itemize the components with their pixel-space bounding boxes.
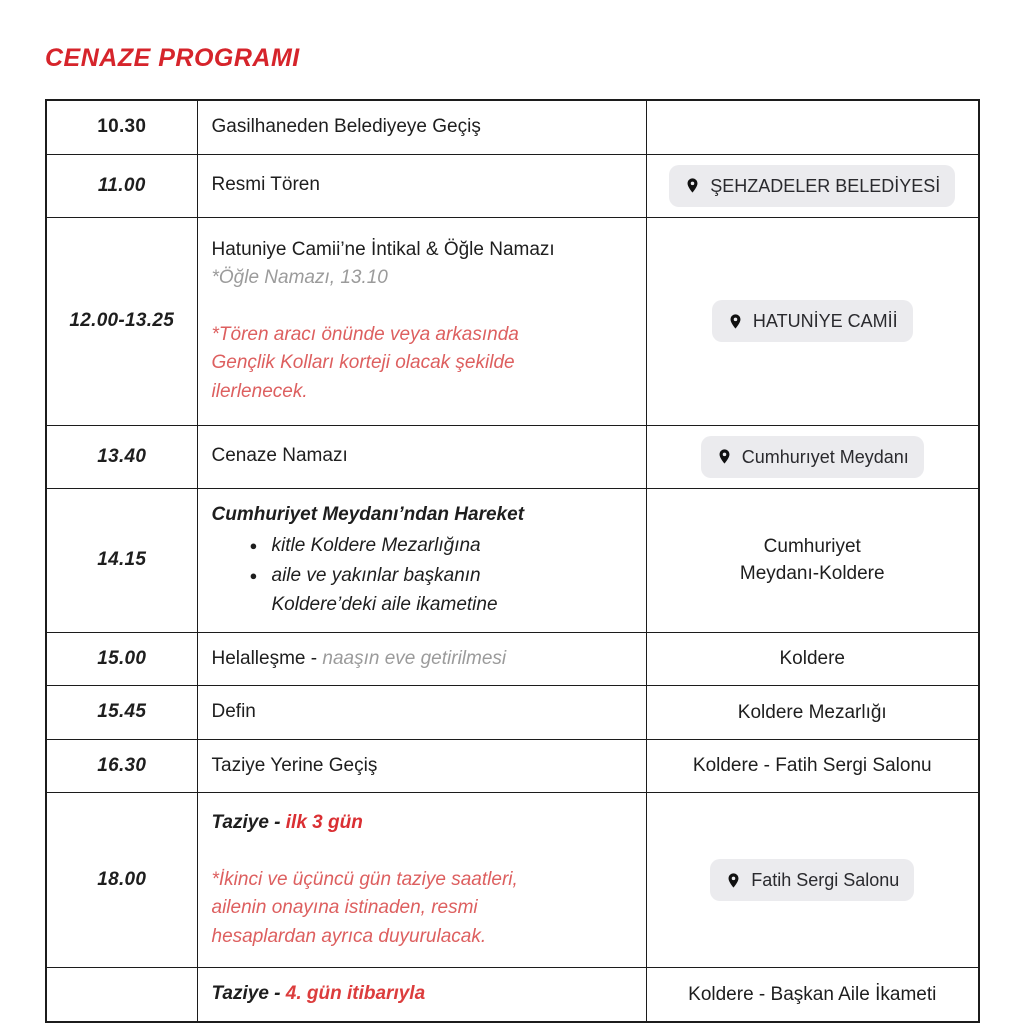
text-segment: Helalleşme - bbox=[211, 647, 323, 669]
location-cell bbox=[646, 793, 979, 968]
event-line bbox=[212, 236, 630, 265]
event-line bbox=[212, 980, 630, 1009]
text-segment: Taziye - bbox=[211, 983, 286, 1005]
event-cell bbox=[197, 632, 646, 686]
bullet-text: kitle Koldere Mezarlığına bbox=[271, 534, 481, 556]
text-segment: Cumhuriyet Meydanı’ndan Hareket bbox=[211, 504, 525, 526]
location-cell bbox=[646, 425, 979, 488]
event-line bbox=[212, 171, 630, 200]
location-pin-icon bbox=[716, 448, 733, 465]
time-cell: 10.30 bbox=[46, 100, 197, 154]
time-cell: 13.40 bbox=[46, 425, 197, 488]
event-line bbox=[212, 113, 630, 142]
text-segment: Hatuniye Camii’ne İntikal & Öğle Namazı bbox=[211, 238, 555, 260]
location-badge-label: HATUNİYE CAMİİ bbox=[752, 311, 898, 332]
location-text: Koldere - Başkan Aile İkameti bbox=[688, 983, 937, 1005]
schedule-row bbox=[46, 217, 979, 425]
event-line bbox=[212, 752, 630, 781]
event-cell bbox=[197, 793, 646, 968]
location-badge bbox=[712, 300, 913, 342]
text-segment: naaşın eve getirilmesi bbox=[322, 647, 507, 669]
location-text: Koldere Mezarlığı bbox=[737, 701, 887, 723]
event-cell bbox=[197, 217, 646, 425]
location-badge-label: Fatih Sergi Salonu bbox=[751, 870, 900, 891]
text-segment: Resmi Tören bbox=[211, 174, 320, 196]
schedule-row bbox=[46, 425, 979, 488]
time-cell: 16.30 bbox=[46, 739, 197, 793]
time-cell: 12.00-13.25 bbox=[46, 217, 197, 425]
bullet-icon: ● bbox=[249, 568, 258, 584]
location-text: Koldere bbox=[779, 648, 845, 670]
event-cell bbox=[197, 686, 646, 740]
time-cell: 15.00 bbox=[46, 632, 197, 686]
location-badge bbox=[701, 436, 924, 478]
time-cell: 18.00 bbox=[46, 793, 197, 968]
event-cell bbox=[197, 488, 646, 632]
location-cell bbox=[646, 154, 979, 217]
text-segment: Gasilhaneden Belediyeye Geçiş bbox=[211, 116, 481, 137]
event-note: *İkinci ve üçüncü gün taziye saatleri, ailenin onayına istinaden, resmi hesaplardan ayrıca duyurulacak. bbox=[211, 868, 518, 947]
text-segment: ilk 3 gün bbox=[285, 812, 363, 834]
event-note: *Öğle Namazı, 13.10 bbox=[211, 267, 388, 289]
time-cell: 14.15 bbox=[46, 488, 197, 632]
event-cell bbox=[197, 968, 646, 1022]
schedule-row bbox=[46, 739, 979, 793]
location-badge-label: ŞEHZADELER BELEDİYESİ bbox=[710, 175, 941, 196]
schedule-row bbox=[46, 968, 979, 1022]
event-cell bbox=[197, 154, 646, 217]
location-cell bbox=[646, 686, 979, 740]
location-cell bbox=[646, 632, 979, 686]
schedule-body bbox=[46, 100, 979, 1022]
event-line bbox=[212, 698, 630, 727]
event-cell bbox=[197, 100, 646, 154]
location-pin-icon bbox=[727, 313, 744, 330]
text-segment: Cenaze Namazı bbox=[211, 445, 348, 467]
text-segment: Taziye Yerine Geçiş bbox=[211, 754, 378, 776]
location-cell bbox=[646, 100, 979, 154]
event-note: *Tören aracı önünde veya arkasında Gençlik Kolları korteji olacak şekilde ilerlenecek. bbox=[211, 323, 519, 402]
bullet-item bbox=[212, 562, 630, 619]
time-cell bbox=[46, 968, 197, 1022]
location-pin-icon bbox=[684, 177, 701, 194]
event-line bbox=[212, 442, 630, 471]
schedule-table bbox=[45, 99, 980, 1023]
schedule-row bbox=[46, 686, 979, 740]
location-text: Cumhuriyet Meydanı-Koldere bbox=[739, 535, 885, 585]
time-cell: 11.00 bbox=[46, 154, 197, 217]
time-cell: 15.45 bbox=[46, 686, 197, 740]
location-cell bbox=[646, 488, 979, 632]
location-badge bbox=[710, 859, 914, 901]
text-segment: Defin bbox=[211, 701, 256, 723]
location-badge bbox=[669, 165, 955, 207]
event-line bbox=[212, 645, 630, 674]
location-cell bbox=[646, 968, 979, 1022]
location-badge-label: Cumhurıyet Meydanı bbox=[741, 446, 909, 467]
bullet-item bbox=[212, 532, 630, 561]
schedule-row bbox=[46, 488, 979, 632]
bullet-text: aile ve yakınlar başkanın Koldere’deki aile ikametine bbox=[271, 565, 498, 615]
schedule-row bbox=[46, 100, 979, 154]
schedule-row bbox=[46, 793, 979, 968]
location-cell bbox=[646, 217, 979, 425]
event-line bbox=[212, 501, 630, 530]
event-cell bbox=[197, 425, 646, 488]
schedule-row bbox=[46, 632, 979, 686]
schedule-row bbox=[46, 154, 979, 217]
event-cell bbox=[197, 739, 646, 793]
location-text: Koldere - Fatih Sergi Salonu bbox=[692, 755, 932, 777]
location-cell bbox=[646, 739, 979, 793]
text-segment: Taziye - bbox=[211, 812, 286, 834]
text-segment: 4. gün itibarıyla bbox=[285, 983, 426, 1005]
bullet-icon: ● bbox=[249, 537, 258, 553]
page-title: CENAZE PROGRAMI bbox=[45, 44, 300, 72]
location-pin-icon bbox=[725, 872, 742, 889]
event-line bbox=[212, 809, 630, 838]
